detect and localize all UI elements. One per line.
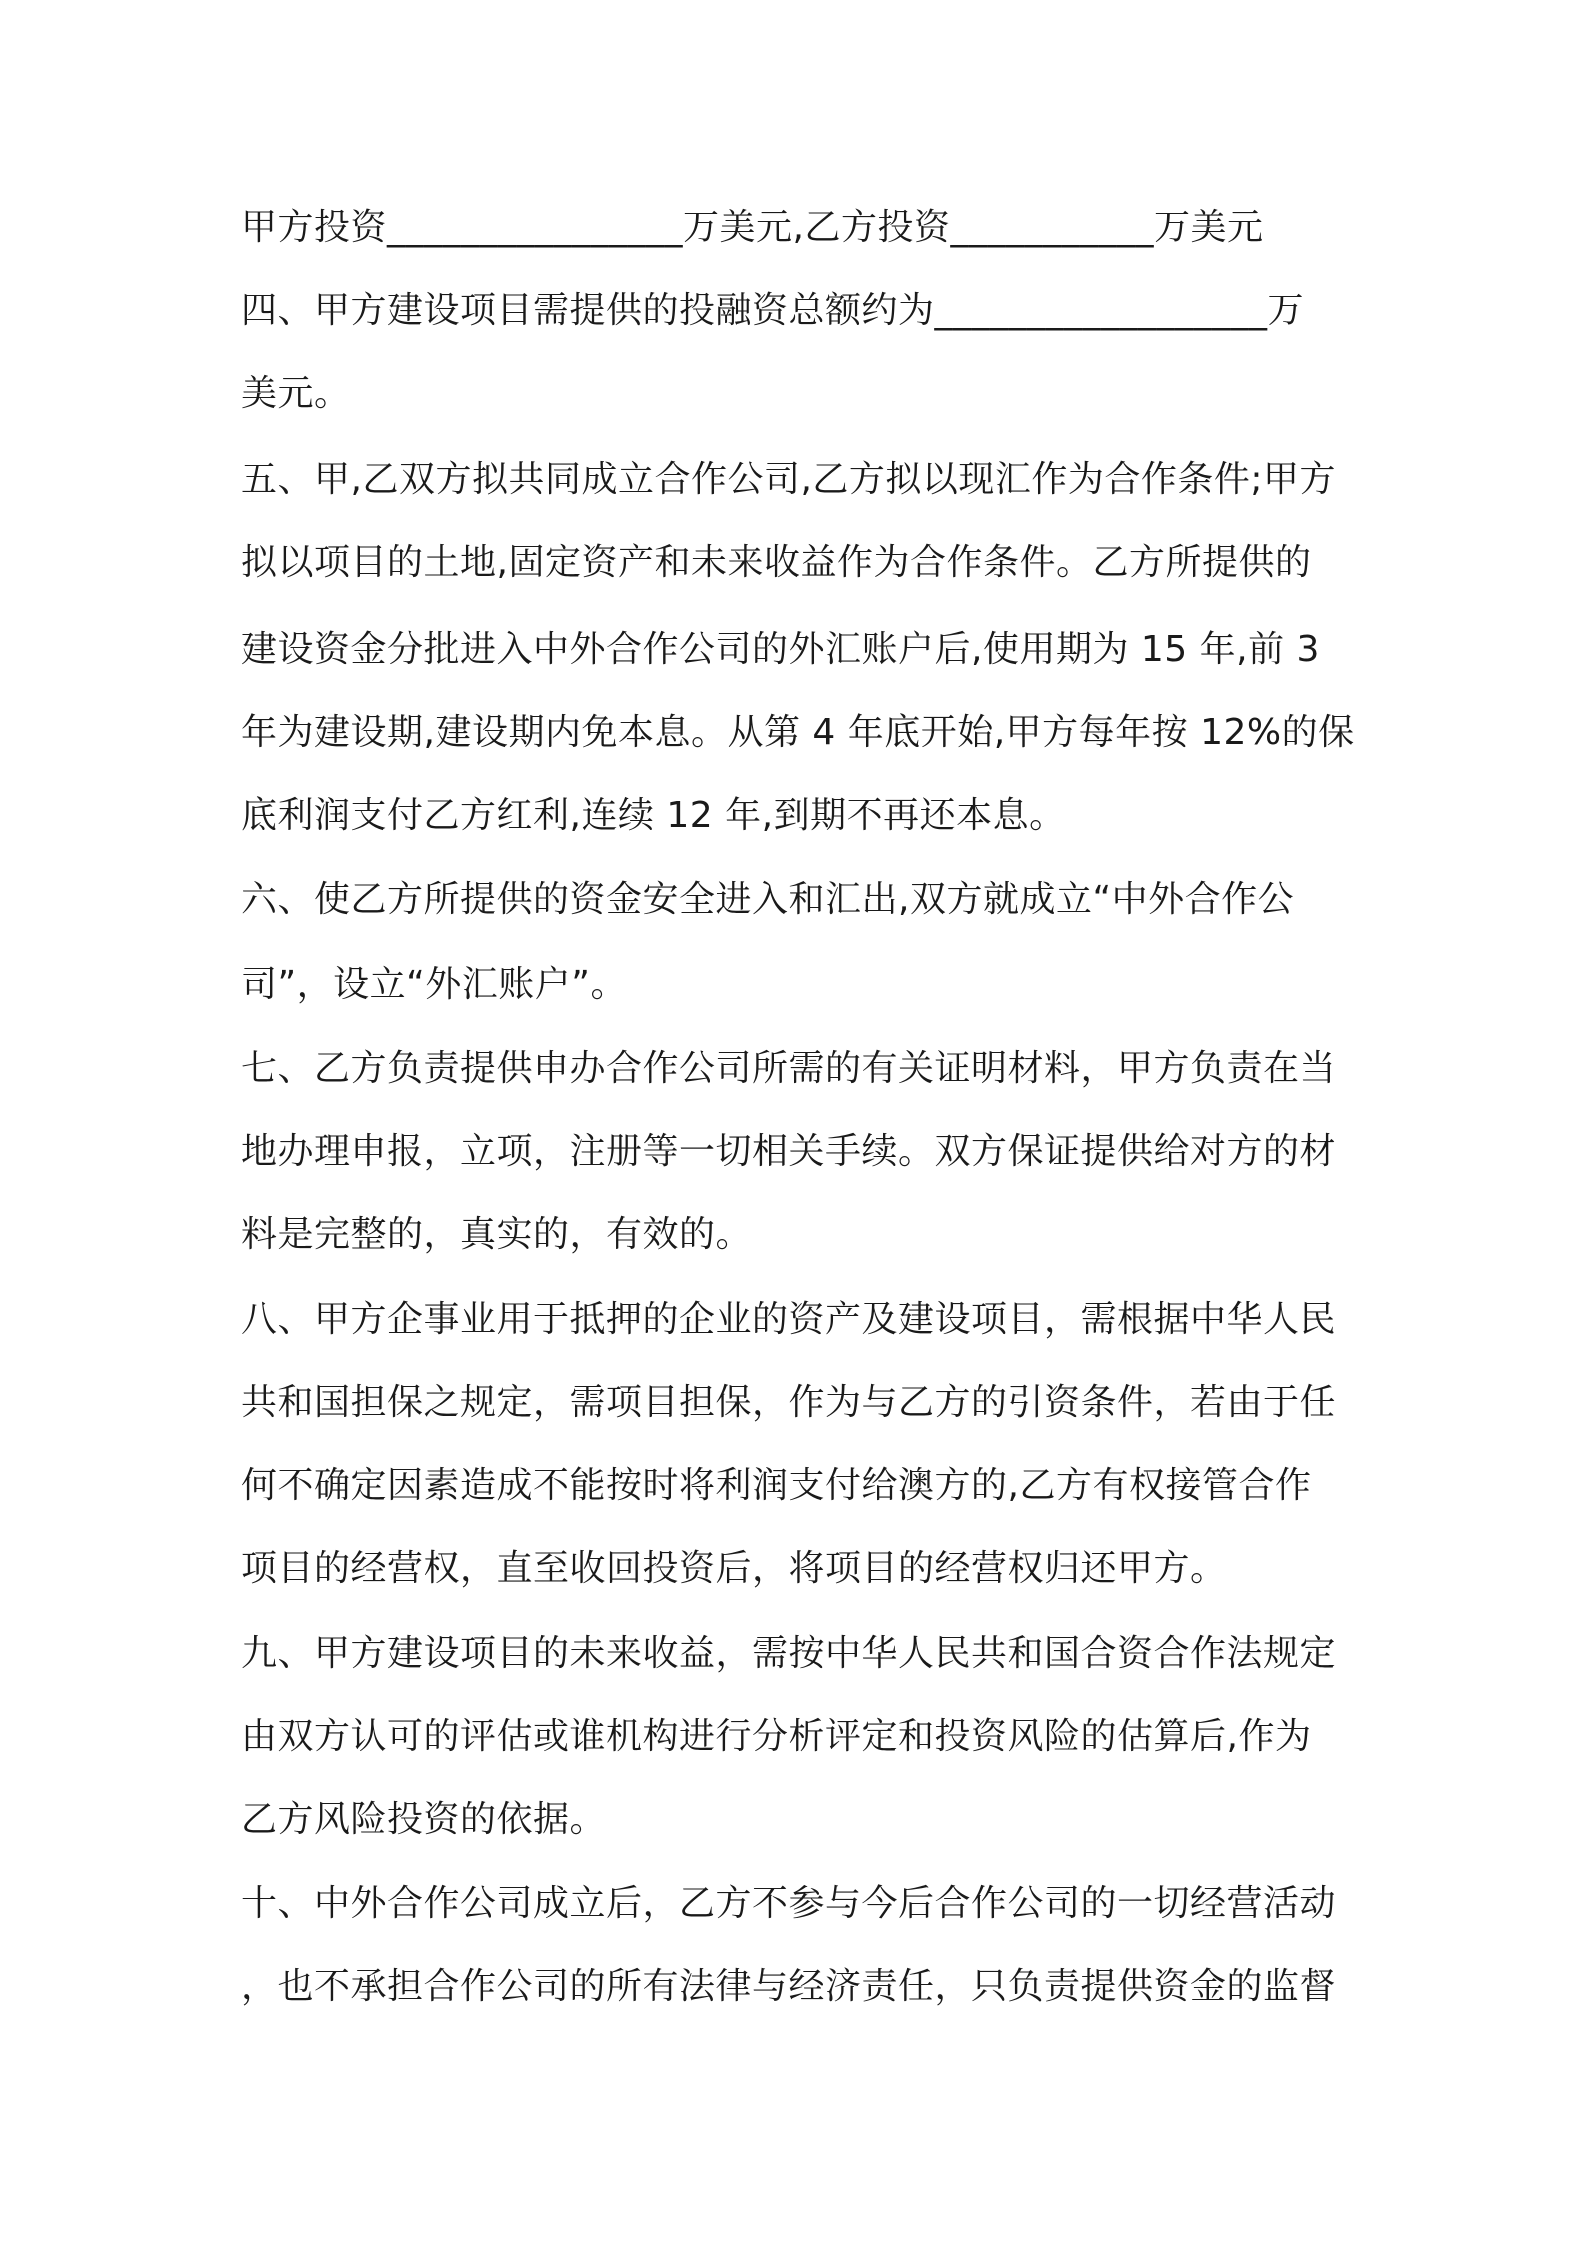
text-line: 六、使乙方所提供的资金安全进入和汇出,双方就成立“中外合作公 bbox=[241, 879, 1295, 920]
text-line: 八、甲方企事业用于抵押的企业的资产及建设项目，需根据中华人民 bbox=[241, 1299, 1337, 1340]
text-line: 年为建设期,建设期内免本息。从第 4 年底开始,甲方每年按 12%的保 bbox=[241, 712, 1355, 753]
text-line: 料是完整的，真实的，有效的。 bbox=[241, 1214, 753, 1255]
text-line: 地办理申报，立项，注册等一切相关手续。双方保证提供给对方的材 bbox=[241, 1131, 1337, 1172]
text-line: ，也不承担合作公司的所有法律与经济责任，只负责提供资金的监督 bbox=[241, 1966, 1337, 2007]
text-line: 拟以项目的土地,固定资产和未来收益作为合作条件。乙方所提供的 bbox=[241, 542, 1312, 583]
text-line: 司”，设立“外汇账户”。 bbox=[241, 964, 627, 1005]
text-line: 何不确定因素造成不能按时将利润支付给澳方的,乙方有权接管合作 bbox=[241, 1465, 1312, 1506]
text-line: 底利润支付乙方红利,连续 12 年,到期不再还本息。 bbox=[241, 795, 1066, 836]
text-line: 九、甲方建设项目的未来收益，需按中华人民共和国合资合作法规定 bbox=[241, 1633, 1337, 1674]
text-line: 十、中外合作公司成立后，乙方不参与今后合作公司的一切经营活动 bbox=[241, 1883, 1337, 1924]
text-line: 建设资金分批进入中外合作公司的外汇账户后,使用期为 15 年,前 3 bbox=[241, 629, 1320, 670]
text-line: 甲方投资________________万美元,乙方投资___________万美元 bbox=[241, 207, 1264, 248]
text-line: 四、甲方建设项目需提供的投融资总额约为__________________万 bbox=[241, 290, 1305, 331]
text-line: 七、乙方负责提供申办合作公司所需的有关证明材料，甲方负责在当 bbox=[241, 1048, 1337, 1089]
text-line: 美元。 bbox=[241, 373, 351, 414]
text-line: 五、甲,乙双方拟共同成立合作公司,乙方拟以现汇作为合作条件;甲方 bbox=[241, 459, 1337, 500]
text-line: 由双方认可的评估或谁机构进行分析评定和投资风险的估算后,作为 bbox=[241, 1716, 1312, 1757]
text-line: 项目的经营权，直至收回投资后，将项目的经营权归还甲方。 bbox=[241, 1548, 1227, 1589]
text-line: 乙方风险投资的依据。 bbox=[241, 1799, 607, 1840]
text-line: 共和国担保之规定，需项目担保，作为与乙方的引资条件，若由于任 bbox=[241, 1382, 1337, 1423]
